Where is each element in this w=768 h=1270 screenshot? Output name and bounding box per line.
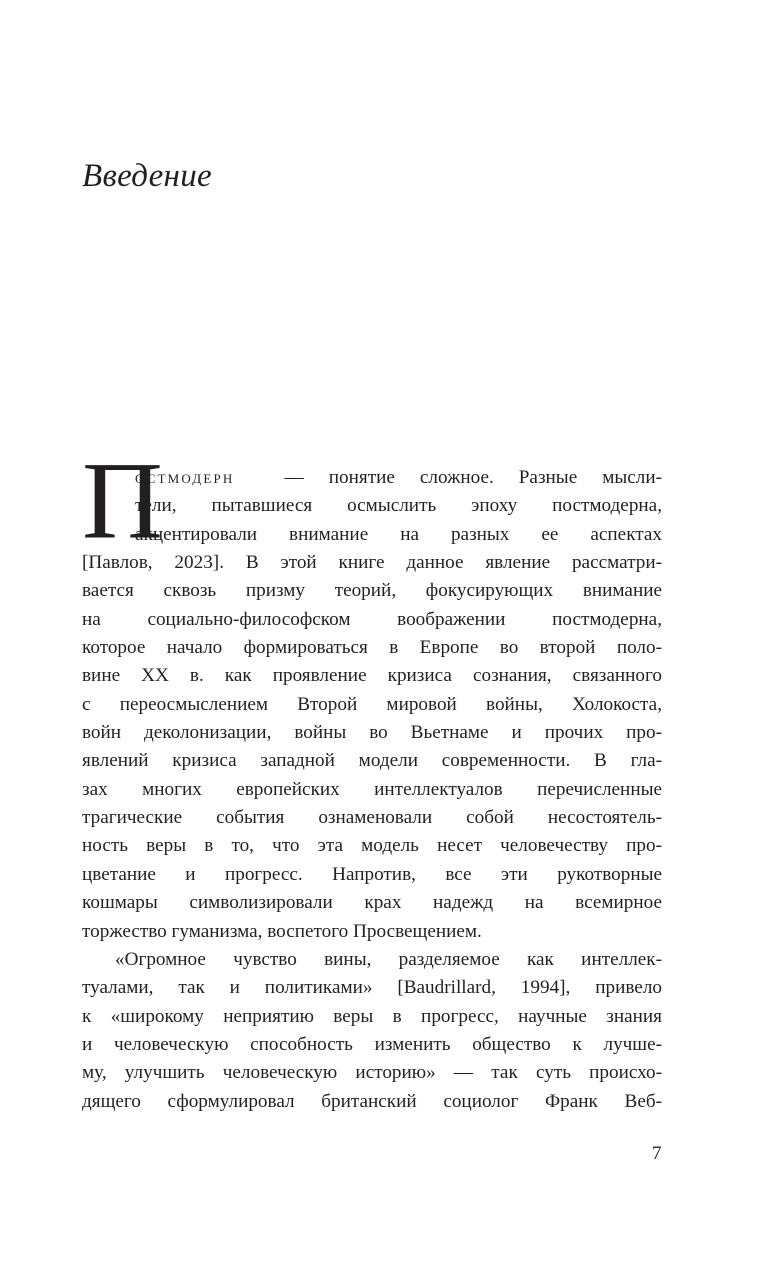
text-line: остмодерн — понятие сложное. Разные мысли-	[135, 467, 663, 488]
text-line: к «широкому неприятию веры в прогресс, научные знания	[82, 1005, 662, 1027]
chapter-title: Введение	[82, 158, 212, 194]
text-line: зах многих европейских интеллектуалов перечисленные	[82, 778, 662, 800]
page-number: 7	[652, 1143, 662, 1164]
text-line: вине XX в. как проявление кризиса сознания, связанного	[82, 665, 662, 687]
text-line: [Павлов, 2023]. В этой книге данное явление рассматри-	[82, 552, 662, 574]
text-line: дящего сформулировал британский социолог Франк Веб-	[82, 1090, 662, 1112]
smallcaps-lead: остмодерн	[135, 467, 235, 488]
text-line: с переосмыслением Второй мировой войны, Холокоста,	[82, 693, 662, 715]
text-line: вается сквозь призму теорий, фокусирующих внимание	[82, 580, 662, 602]
text-line: ность веры в то, что эта модель несет человечеству про-	[82, 835, 662, 857]
text-line: трагические события ознаменовали собой несостоятель-	[82, 807, 662, 829]
text-line: войн деколонизации, войны во Вьетнаме и прочих про-	[82, 722, 662, 744]
text-line: явлений кризиса западной модели современности. В гла-	[82, 750, 662, 772]
text-line: на социально-философском воображении постмодерна,	[82, 608, 662, 630]
text-line: торжество гуманизма, воспетого Просвещением.	[82, 920, 482, 942]
body-text	[82, 464, 662, 1116]
text-line: туалами, так и политиками» [Baudrillard, 1994], привело	[82, 977, 662, 999]
text-line: му, улучшить человеческую историю» — так суть происхо-	[82, 1062, 662, 1084]
text-line: цветание и прогресс. Напротив, все эти рукотворные	[82, 863, 662, 885]
text-line: «Огромное чувство вины, разделяемое как интеллек-	[115, 948, 662, 970]
drop-cap-letter: П	[82, 440, 163, 562]
text-line: тели, пытавшиеся осмыслить эпоху постмодерна,	[135, 495, 662, 517]
text-line: акцентировали внимание на разных ее аспектах	[135, 523, 662, 545]
text-line: которое начало формироваться в Европе во второй поло-	[82, 637, 662, 659]
text-line: и человеческую способность изменить общество к лучше-	[82, 1033, 662, 1055]
text-line: кошмары символизировали крах надежд на всемирное	[82, 892, 662, 914]
